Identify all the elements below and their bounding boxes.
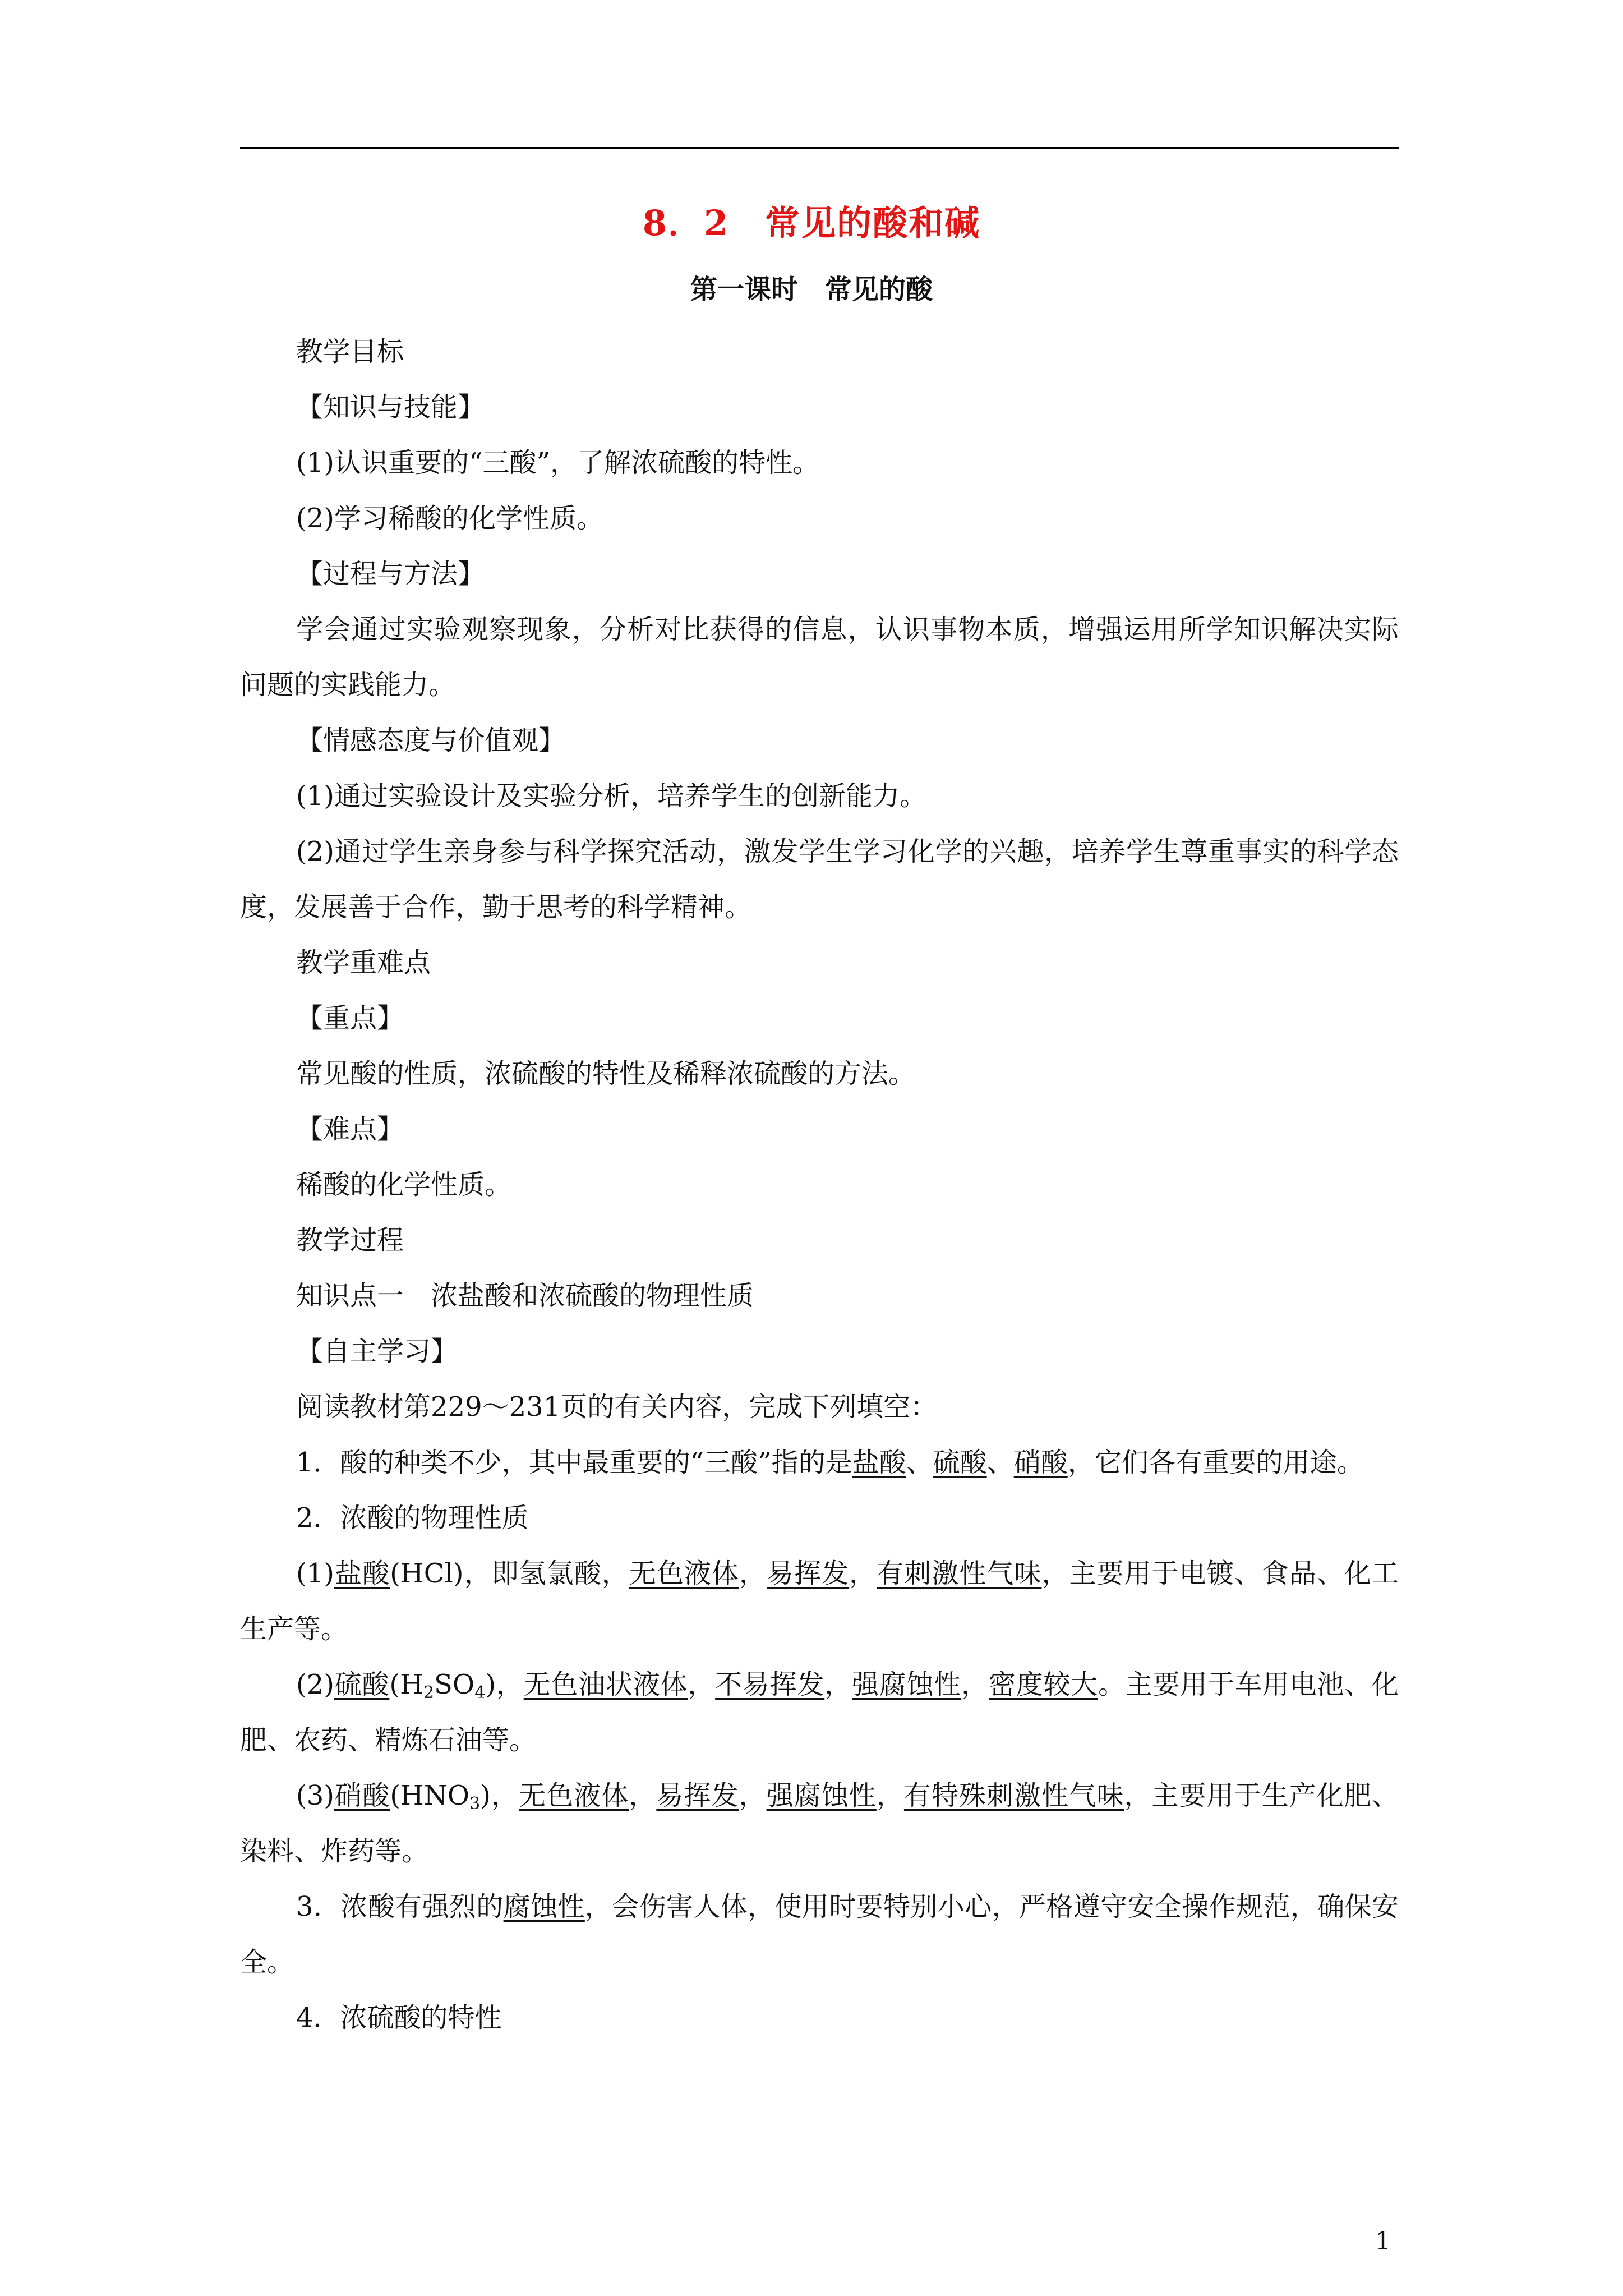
knowledge-item-1: (1)认识重要的“三酸”，了解浓硫酸的特性。 bbox=[296, 447, 820, 478]
blank-answer: 强腐蚀性 bbox=[852, 1669, 962, 1700]
document-body bbox=[240, 324, 1399, 2046]
emotion-item-2: (2)通过学生亲身参与科学探究活动，激发学生学习化学的兴趣，培养学生尊重事实的科学态度，发展善于合作，勤于思考的科学精神。 bbox=[240, 836, 1399, 923]
question-2-2: (2)硫酸$(H_2SO_4)$，无色油状液体，不易挥发，强腐蚀性，密度较大。主要用于车用电池、化肥、农药、精炼石油等。 bbox=[240, 1669, 1399, 1756]
blank-answer: 盐酸 bbox=[852, 1447, 906, 1478]
question-2-3: (3)硝酸$(HNO_3)$，无色液体，易挥发，强腐蚀性，有特殊刺激性气味，主要用于生产化肥、染料、炸药等。 bbox=[240, 1780, 1399, 1867]
heading-key-point: 【重点】 bbox=[296, 1002, 404, 1034]
blank-answer: 强腐蚀性 bbox=[766, 1780, 877, 1811]
knowledge-item-2: (2)学习稀酸的化学性质。 bbox=[296, 503, 603, 534]
question-4: 4．浓硫酸的特性 bbox=[296, 2002, 502, 2033]
blank-answer: 硫酸 bbox=[933, 1447, 987, 1478]
blank-answer: 无色液体 bbox=[629, 1558, 739, 1589]
heading-self-study: 【自主学习】 bbox=[296, 1336, 458, 1367]
heading-knowledge-skills: 【知识与技能】 bbox=[296, 392, 485, 423]
blank-answer: 硫酸 bbox=[334, 1669, 390, 1700]
blank-answer: 有刺激性气味 bbox=[877, 1558, 1042, 1589]
heading-teaching-goals: 教学目标 bbox=[296, 336, 404, 367]
blank-answer: 硝酸 bbox=[1013, 1447, 1068, 1478]
page-title: 8．2 常见的酸和碱 bbox=[642, 203, 981, 243]
lesson-subtitle: 第一课时 常见的酸 bbox=[690, 274, 933, 305]
heading-difficult-point: 【难点】 bbox=[296, 1114, 404, 1145]
reading-instruction: 阅读教材第229～231页的有关内容，完成下列填空： bbox=[296, 1391, 938, 1423]
question-2: 2．浓酸的物理性质 bbox=[296, 1502, 529, 1534]
page-number: 1 bbox=[1375, 2227, 1391, 2256]
heading-key-difficult: 教学重难点 bbox=[296, 947, 431, 978]
heading-process-method: 【过程与方法】 bbox=[296, 558, 485, 590]
blank-answer: 盐酸 bbox=[334, 1558, 390, 1589]
key-point-text: 常见酸的性质，浓硫酸的特性及稀释浓硫酸的方法。 bbox=[296, 1058, 916, 1089]
blank-answer: 硝酸 bbox=[334, 1780, 390, 1811]
question-3: 3．浓酸有强烈的腐蚀性，会伤害人体，使用时要特别小心，严格遵守安全操作规范，确保安全。 bbox=[240, 1891, 1399, 1978]
blank-answer: 密度较大 bbox=[988, 1669, 1099, 1700]
difficult-point-text: 稀酸的化学性质。 bbox=[296, 1169, 512, 1200]
knowledge-point-1: 知识点一 浓盐酸和浓硫酸的物理性质 bbox=[296, 1280, 754, 1312]
process-paragraph: 学会通过实验观察现象，分析对比获得的信息，认识事物本质，增强运用所学知识解决实际问题的实践能力。 bbox=[240, 614, 1399, 701]
blank-answer: 无色液体 bbox=[519, 1780, 629, 1811]
blank-answer: 腐蚀性 bbox=[503, 1891, 585, 1922]
blank-answer: 易挥发 bbox=[767, 1558, 850, 1589]
blank-answer: 不易挥发 bbox=[715, 1669, 825, 1700]
blank-answer: 有特殊刺激性气味 bbox=[903, 1780, 1124, 1811]
header-rule bbox=[240, 147, 1399, 149]
heading-teaching-process: 教学过程 bbox=[296, 1225, 404, 1256]
question-1: 1．酸的种类不少，其中最重要的“三酸”指的是盐酸、硫酸、硝酸，它们各有重要的用途。 bbox=[296, 1447, 1364, 1478]
emotion-item-1: (1)通过实验设计及实验分析，培养学生的创新能力。 bbox=[296, 780, 926, 812]
blank-answer: 易挥发 bbox=[656, 1780, 739, 1811]
heading-emotion-values: 【情感态度与价值观】 bbox=[296, 725, 566, 756]
question-2-1: (1)盐酸(HCl)，即氢氯酸，无色液体，易挥发，有刺激性气味，主要用于电镀、食品、化工生产等。 bbox=[240, 1558, 1399, 1645]
blank-answer: 无色油状液体 bbox=[523, 1669, 688, 1700]
